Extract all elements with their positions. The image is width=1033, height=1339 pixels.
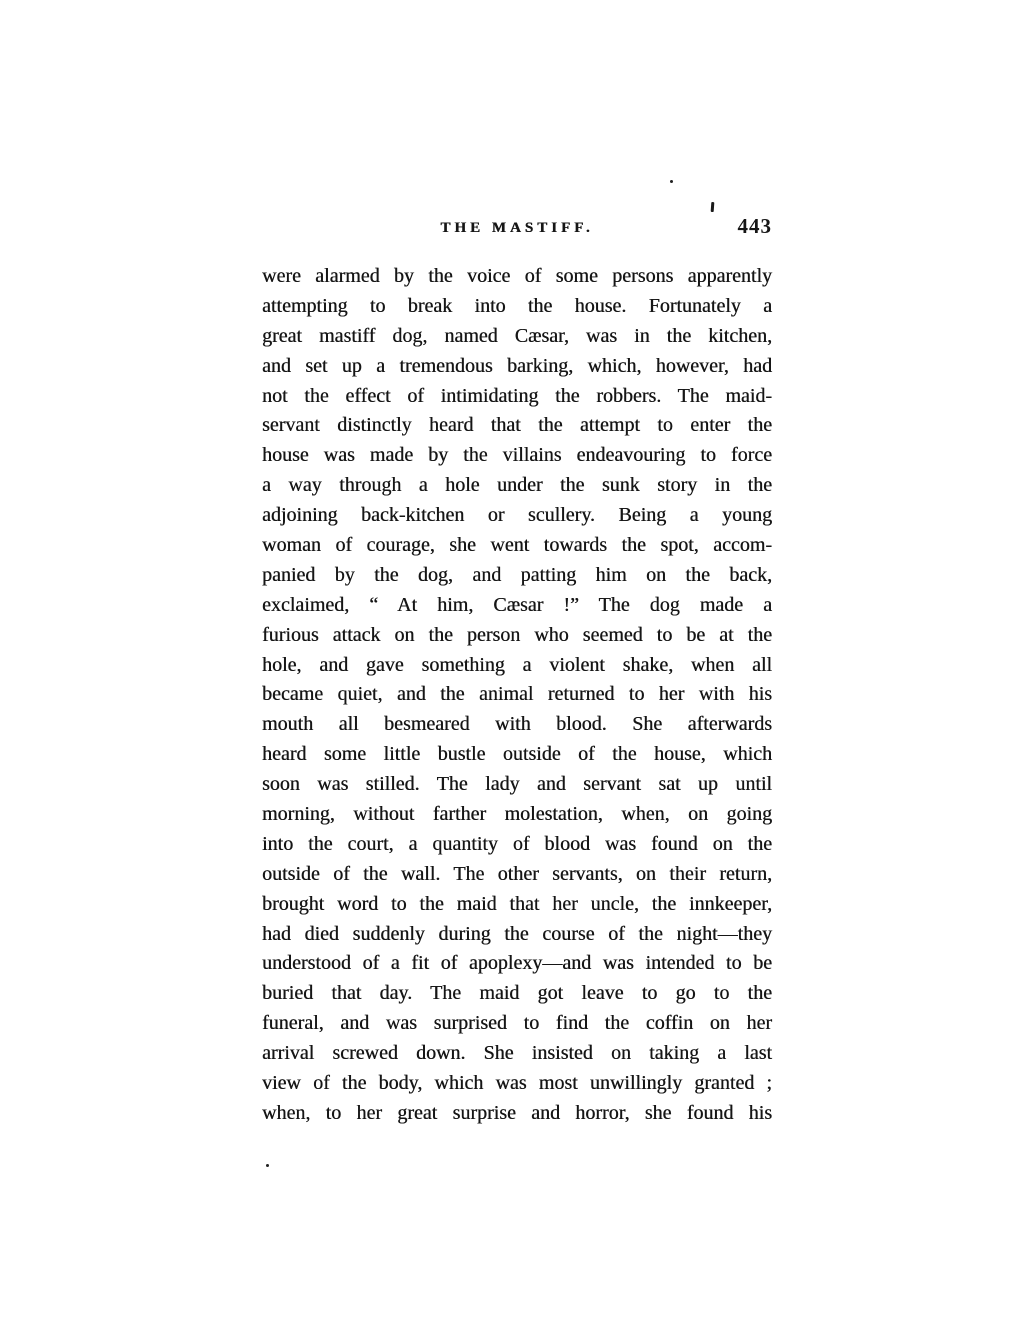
text-line: became quiet, and the animal returned to her with his	[262, 683, 772, 706]
text-line: panied by the dog, and patting him on the back,	[262, 563, 772, 586]
text-line: exclaimed, “ At him, Cæsar !” The dog made a	[262, 593, 772, 616]
scan-artifact-dot-top	[670, 180, 673, 183]
text-line: and set up a tremendous barking, which, however, had	[262, 354, 772, 377]
text-line: woman of courage, she went towards the spot, accom-	[262, 534, 772, 557]
body-text-block	[262, 262, 772, 1129]
text-line: a way through a hole under the sunk story in the	[262, 474, 772, 497]
text-line: brought word to the maid that her uncle, the innkeeper,	[262, 892, 772, 915]
text-line: were alarmed by the voice of some persons apparently	[262, 265, 772, 287]
text-line: buried that day. The maid got leave to go to the	[262, 982, 772, 1005]
text-line: funeral, and was surprised to find the coffin on her	[262, 1012, 772, 1035]
text-line: arrival screwed down. She insisted on taking a last	[262, 1042, 772, 1065]
text-line: adjoining back-kitchen or scullery. Being a young	[262, 504, 772, 527]
text-line: into the court, a quantity of blood was found on the	[262, 832, 772, 855]
text-line: attempting to break into the house. Fortunately a	[262, 294, 772, 317]
text-line: servant distinctly heard that the attempt to enter the	[262, 414, 772, 437]
text-line: had died suddenly during the course of the night—they	[262, 922, 772, 945]
text-line: great mastiff dog, named Cæsar, was in the kitchen,	[262, 324, 772, 347]
text-line: view of the body, which was most unwillingly granted ;	[262, 1072, 772, 1095]
text-line: understood of a fit of apoplexy—and was intended to be	[262, 952, 772, 975]
text-line: outside of the wall. The other servants, on their return,	[262, 862, 772, 885]
scan-artifact-ink-tick	[711, 202, 714, 212]
text-line: morning, without farther molestation, when, on going	[262, 803, 772, 826]
text-line: heard some little bustle outside of the house, which	[262, 743, 772, 766]
text-line: house was made by the villains endeavouring to force	[262, 444, 772, 467]
text-line: not the effect of intimidating the robbers. The maid-	[262, 384, 772, 407]
running-head	[262, 214, 772, 242]
page-number: 443	[737, 214, 772, 238]
text-line: when, to her great surprise and horror, she found his	[262, 1101, 772, 1124]
text-line: hole, and gave something a violent shake, when all	[262, 653, 772, 676]
text-line: soon was stilled. The lady and servant sat up until	[262, 773, 772, 796]
scan-artifact-dot-bottom	[266, 1164, 269, 1167]
page-title: THE MASTIFF.	[440, 220, 594, 236]
text-line: furious attack on the person who seemed to be at the	[262, 623, 772, 646]
text-line: mouth all besmeared with blood. She afterwards	[262, 713, 772, 736]
